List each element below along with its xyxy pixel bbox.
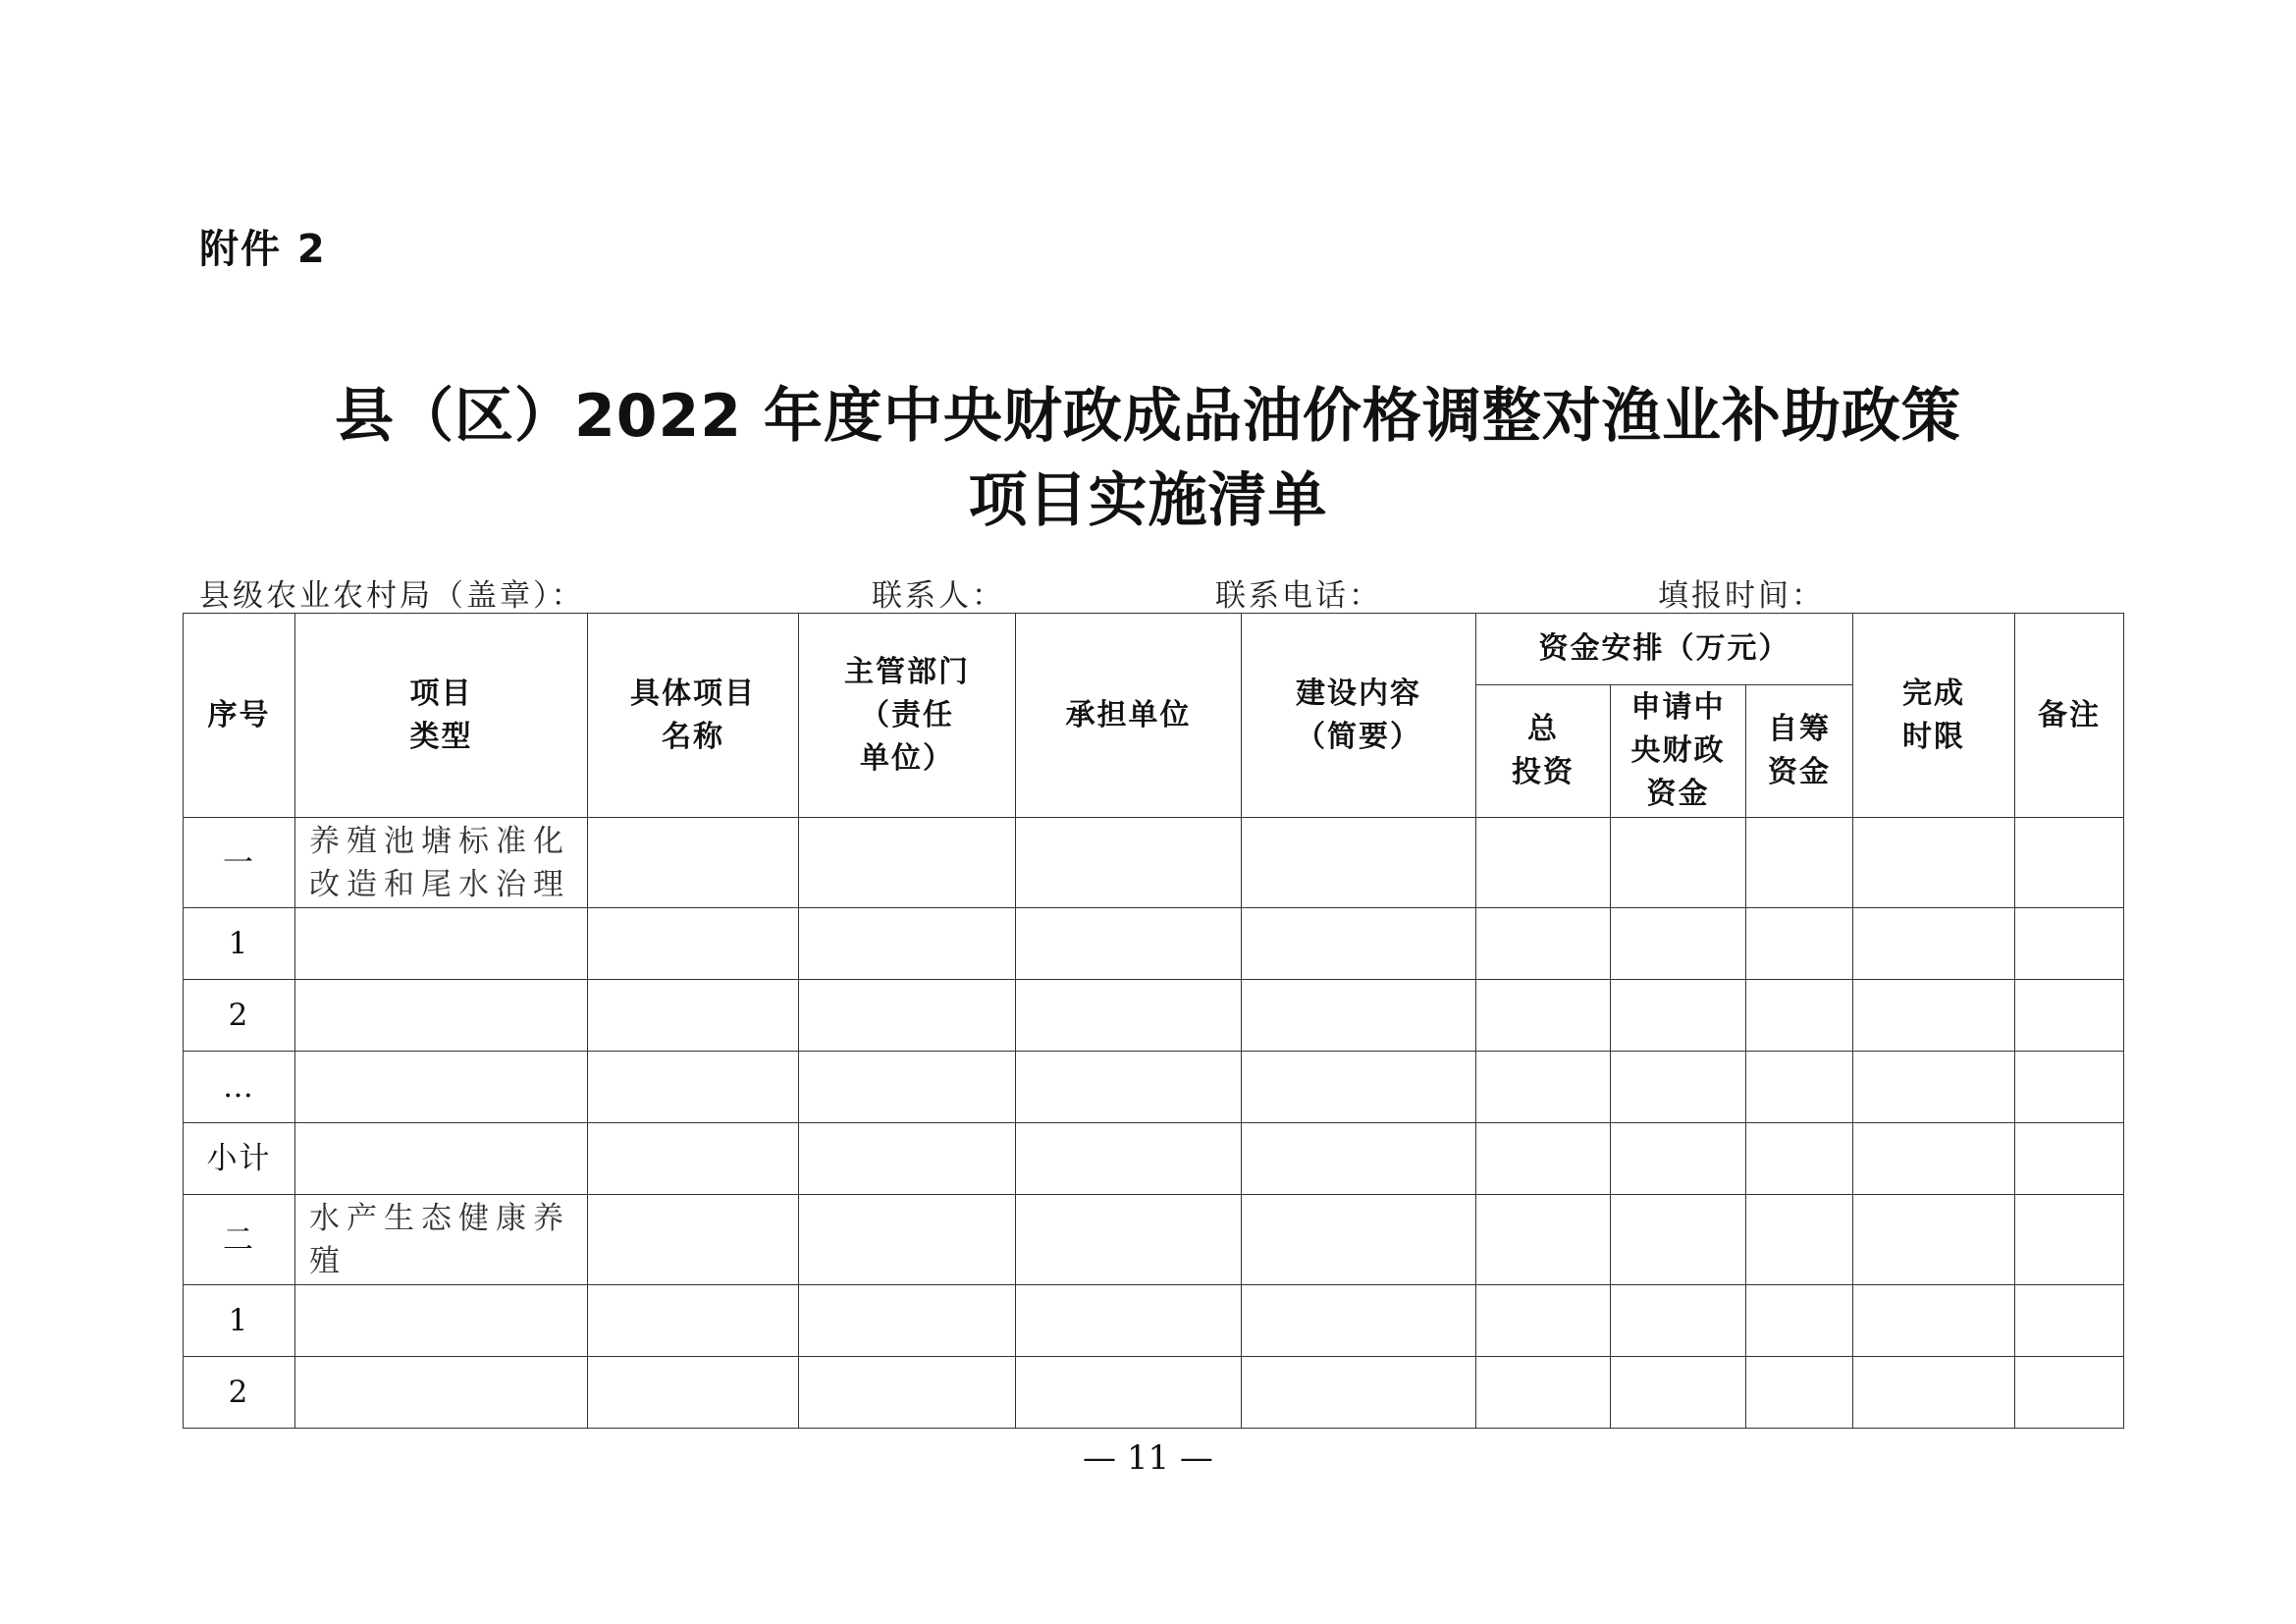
table-row [184,1123,2124,1195]
fill-date-label: 填报时间： [1658,578,1825,614]
header-central-funds: 申请中 央财政 资金 [1611,685,1746,818]
row-cell[interactable] [1746,1052,1853,1123]
row-seq: … [184,1052,295,1123]
row-project-type: 水产生态健康养 殖 [295,1195,588,1285]
header-project-type: 项目 类型 [295,614,588,818]
row-seq: 2 [184,980,295,1052]
row-seq: 二 [184,1195,295,1285]
row-cell[interactable] [1853,1123,2015,1195]
contact-person-label: 联系人： [872,578,1005,614]
row-cell[interactable] [1476,1052,1611,1123]
row-cell[interactable] [1016,908,1242,980]
page-number: — 11 — [1083,1438,1213,1478]
row-cell[interactable] [295,980,588,1052]
row-cell[interactable] [2015,980,2124,1052]
row-cell[interactable] [588,818,799,908]
contact-phone-label: 联系电话： [1215,578,1382,614]
header-undertaker: 承担单位 [1016,614,1242,818]
row-cell[interactable] [2015,1123,2124,1195]
row-cell[interactable] [1611,980,1746,1052]
row-cell[interactable] [2015,818,2124,908]
row-seq: 1 [184,1285,295,1357]
row-cell[interactable] [2015,1195,2124,1285]
row-cell[interactable] [588,1195,799,1285]
row-cell[interactable] [1242,1195,1476,1285]
row-cell[interactable] [1853,980,2015,1052]
row-cell[interactable] [1746,1357,1853,1429]
row-cell[interactable] [1016,1285,1242,1357]
document-title-line1: 县（区）2022 年度中央财政成品油价格调整对渔业补助政策 [335,382,1961,451]
row-cell[interactable] [1611,908,1746,980]
row-seq: 小计 [184,1123,295,1195]
row-cell[interactable] [588,908,799,980]
row-cell[interactable] [1746,980,1853,1052]
row-cell[interactable] [295,1285,588,1357]
row-cell[interactable] [1746,1195,1853,1285]
table-row [184,1357,2124,1429]
row-cell[interactable] [1853,1285,2015,1357]
row-cell[interactable] [1476,1123,1611,1195]
row-cell[interactable] [1746,818,1853,908]
header-deadline: 完成 时限 [1853,614,2015,818]
row-cell[interactable] [2015,1052,2124,1123]
header-self-funds: 自筹 资金 [1746,685,1853,818]
row-cell[interactable] [1746,1123,1853,1195]
row-cell[interactable] [588,1052,799,1123]
row-cell[interactable] [799,818,1016,908]
header-seq: 序号 [184,614,295,818]
row-cell[interactable] [588,980,799,1052]
row-cell[interactable] [295,1052,588,1123]
row-cell[interactable] [799,908,1016,980]
row-cell[interactable] [1611,1195,1746,1285]
header-remarks: 备注 [2015,614,2124,818]
row-cell[interactable] [1611,818,1746,908]
row-cell[interactable] [1476,1285,1611,1357]
agency-stamp-label: 县级农业农村局（盖章）： [199,578,585,614]
row-cell[interactable] [1476,980,1611,1052]
row-cell[interactable] [1476,1357,1611,1429]
row-cell[interactable] [588,1357,799,1429]
document-title-line2: 项目实施清单 [968,466,1328,535]
row-cell[interactable] [1016,1195,1242,1285]
row-cell[interactable] [1611,1123,1746,1195]
row-seq: 一 [184,818,295,908]
table-row [184,818,2124,908]
row-cell[interactable] [1016,818,1242,908]
row-cell[interactable] [1476,1195,1611,1285]
row-cell[interactable] [1242,818,1476,908]
table-row [184,908,2124,980]
row-seq: 2 [184,1357,295,1429]
row-cell[interactable] [295,1357,588,1429]
row-cell[interactable] [1853,1195,2015,1285]
header-total-investment: 总 投资 [1476,685,1611,818]
row-cell[interactable] [1242,1123,1476,1195]
row-cell[interactable] [1242,1357,1476,1429]
row-cell[interactable] [1853,1357,2015,1429]
row-cell[interactable] [588,1285,799,1357]
row-cell[interactable] [2015,908,2124,980]
header-construction-content: 建设内容 （简要） [1242,614,1476,818]
header-funds-group: 资金安排（万元） [1476,614,1853,685]
row-cell[interactable] [1853,908,2015,980]
row-cell[interactable] [799,1285,1016,1357]
row-seq: 1 [184,908,295,980]
row-cell[interactable] [1746,1285,1853,1357]
table-row [184,1285,2124,1357]
table-row [184,1195,2124,1285]
row-project-type: 养殖池塘标准化 改造和尾水治理 [295,818,588,908]
row-cell[interactable] [799,1123,1016,1195]
row-cell[interactable] [1242,1052,1476,1123]
header-project-name: 具体项目 名称 [588,614,799,818]
row-cell[interactable] [1242,908,1476,980]
table-row [184,1052,2124,1123]
row-cell[interactable] [1476,908,1611,980]
row-cell[interactable] [1853,1052,2015,1123]
row-cell[interactable] [295,908,588,980]
row-cell[interactable] [799,980,1016,1052]
table-row [184,980,2124,1052]
header-department: 主管部门 （责任 单位） [799,614,1016,818]
row-cell[interactable] [295,1123,588,1195]
row-cell[interactable] [1016,1357,1242,1429]
row-cell[interactable] [1746,908,1853,980]
row-cell[interactable] [1611,1285,1746,1357]
row-cell[interactable] [1016,1123,1242,1195]
attachment-label: 附件 2 [199,227,327,272]
row-cell[interactable] [1476,818,1611,908]
row-cell[interactable] [1016,980,1242,1052]
row-cell[interactable] [2015,1357,2124,1429]
row-cell[interactable] [1242,1285,1476,1357]
row-cell[interactable] [2015,1285,2124,1357]
row-cell[interactable] [1611,1357,1746,1429]
row-cell[interactable] [1853,818,2015,908]
row-cell[interactable] [799,1195,1016,1285]
row-cell[interactable] [1242,980,1476,1052]
row-cell[interactable] [799,1357,1016,1429]
row-cell[interactable] [1016,1052,1242,1123]
row-cell[interactable] [1611,1052,1746,1123]
project-list-table [183,613,2124,1429]
row-cell[interactable] [799,1052,1016,1123]
row-cell[interactable] [588,1123,799,1195]
